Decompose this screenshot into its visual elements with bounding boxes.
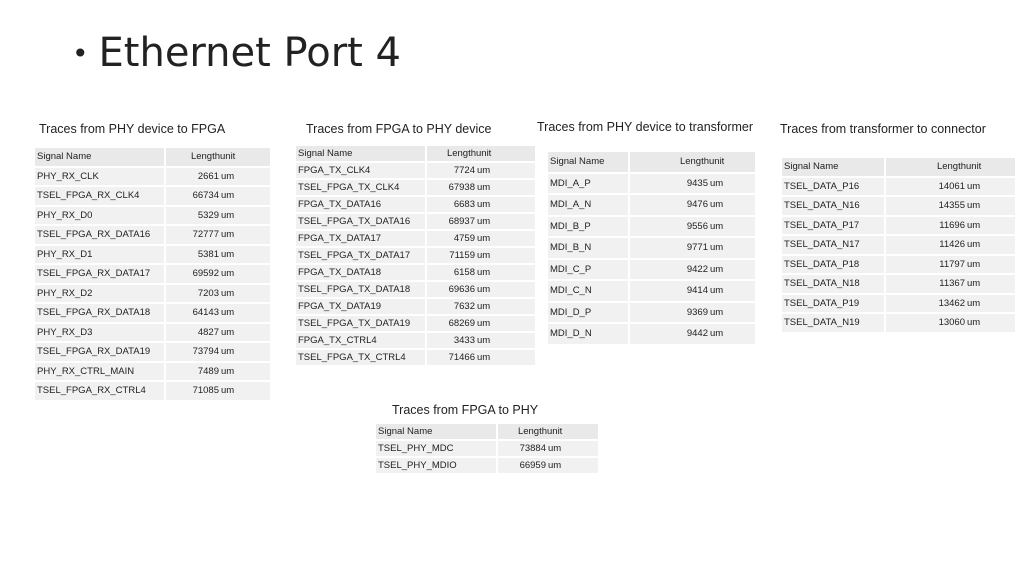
unit-cell: um bbox=[709, 174, 755, 194]
table-row bbox=[35, 207, 270, 225]
signal-name-cell: TSEL_FPGA_TX_DATA18 bbox=[296, 282, 425, 297]
column-header-signal-name: Signal Name bbox=[376, 424, 496, 439]
table-row bbox=[548, 260, 755, 280]
unit-cell: um bbox=[966, 256, 1015, 274]
table-row bbox=[35, 226, 270, 244]
table-row bbox=[35, 187, 270, 205]
unit-cell: um bbox=[220, 226, 270, 244]
signal-name-cell: MDI_A_P bbox=[548, 174, 628, 194]
unit-cell: um bbox=[476, 299, 535, 314]
unit-cell: um bbox=[220, 187, 270, 205]
length-cell: 4759 bbox=[427, 231, 476, 246]
column-header-unit: unit bbox=[709, 152, 755, 172]
trace-table-phy-to-transformer bbox=[548, 150, 755, 346]
unit-cell: um bbox=[220, 363, 270, 381]
column-header-unit: unit bbox=[547, 424, 598, 439]
unit-cell: um bbox=[547, 441, 598, 456]
table-row bbox=[296, 350, 535, 365]
table-caption-phy-to-fpga: Traces from PHY device to FPGA bbox=[39, 122, 226, 136]
table-row bbox=[296, 265, 535, 280]
signal-name-cell: PHY_RX_D1 bbox=[35, 246, 164, 264]
signal-name-cell: PHY_RX_D2 bbox=[35, 285, 164, 303]
unit-cell: um bbox=[476, 282, 535, 297]
table-caption-fpga-to-phy-mgmt: Traces from FPGA to PHY bbox=[392, 403, 539, 417]
table-row bbox=[35, 304, 270, 322]
unit-cell: um bbox=[476, 214, 535, 229]
signal-name-cell: FPGA_TX_CTRL4 bbox=[296, 333, 425, 348]
length-cell: 14355 bbox=[886, 197, 966, 215]
trace-table-fpga-to-phy-mgmt bbox=[376, 422, 598, 475]
table-row bbox=[296, 231, 535, 246]
length-cell: 5329 bbox=[166, 207, 220, 225]
length-cell: 7489 bbox=[166, 363, 220, 381]
table-caption-transformer-to-connector: Traces from transformer to connector bbox=[780, 122, 986, 136]
signal-name-cell: FPGA_TX_DATA17 bbox=[296, 231, 425, 246]
unit-cell: um bbox=[709, 324, 755, 344]
length-cell: 6158 bbox=[427, 265, 476, 280]
signal-name-cell: TSEL_DATA_N19 bbox=[782, 314, 884, 332]
signal-name-cell: MDI_D_N bbox=[548, 324, 628, 344]
unit-cell: um bbox=[220, 285, 270, 303]
signal-name-cell: TSEL_DATA_N16 bbox=[782, 197, 884, 215]
table-row bbox=[548, 217, 755, 237]
table-row bbox=[35, 168, 270, 186]
table-row bbox=[35, 285, 270, 303]
table-row bbox=[782, 178, 1015, 196]
unit-cell: um bbox=[220, 168, 270, 186]
length-cell: 11426 bbox=[886, 236, 966, 254]
table-header-row bbox=[782, 158, 1015, 176]
table-row bbox=[548, 281, 755, 301]
unit-cell: um bbox=[709, 260, 755, 280]
signal-name-cell: PHY_RX_CLK bbox=[35, 168, 164, 186]
length-cell: 11367 bbox=[886, 275, 966, 293]
unit-cell: um bbox=[709, 238, 755, 258]
unit-cell: um bbox=[547, 458, 598, 473]
length-cell: 67938 bbox=[427, 180, 476, 195]
length-cell: 71466 bbox=[427, 350, 476, 365]
table-row bbox=[548, 303, 755, 323]
length-cell: 66959 bbox=[498, 458, 547, 473]
length-cell: 9435 bbox=[630, 174, 709, 194]
unit-cell: um bbox=[220, 382, 270, 400]
length-cell: 68269 bbox=[427, 316, 476, 331]
table-header-row bbox=[548, 152, 755, 172]
signal-name-cell: PHY_RX_D0 bbox=[35, 207, 164, 225]
unit-cell: um bbox=[476, 180, 535, 195]
table-row bbox=[782, 256, 1015, 274]
column-header-signal-name: Signal Name bbox=[782, 158, 884, 176]
length-cell: 69592 bbox=[166, 265, 220, 283]
unit-cell: um bbox=[476, 231, 535, 246]
length-cell: 72777 bbox=[166, 226, 220, 244]
table-row bbox=[296, 316, 535, 331]
table-row bbox=[296, 248, 535, 263]
length-cell: 9414 bbox=[630, 281, 709, 301]
unit-cell: um bbox=[476, 197, 535, 212]
table-row bbox=[296, 299, 535, 314]
length-cell: 9556 bbox=[630, 217, 709, 237]
column-header-length: Length bbox=[498, 424, 547, 439]
length-cell: 7632 bbox=[427, 299, 476, 314]
table-row bbox=[782, 236, 1015, 254]
column-header-length: Length bbox=[886, 158, 966, 176]
table-row bbox=[376, 441, 598, 456]
length-cell: 7203 bbox=[166, 285, 220, 303]
table-row bbox=[548, 324, 755, 344]
table-row bbox=[296, 180, 535, 195]
table-row bbox=[548, 174, 755, 194]
signal-name-cell: TSEL_FPGA_TX_DATA19 bbox=[296, 316, 425, 331]
unit-cell: um bbox=[476, 248, 535, 263]
column-header-length: Length bbox=[166, 148, 220, 166]
length-cell: 13462 bbox=[886, 295, 966, 313]
signal-name-cell: FPGA_TX_CLK4 bbox=[296, 163, 425, 178]
table-row bbox=[296, 214, 535, 229]
table-caption-fpga-to-phy: Traces from FPGA to PHY device bbox=[306, 122, 492, 136]
signal-name-cell: TSEL_DATA_N18 bbox=[782, 275, 884, 293]
table-row bbox=[296, 282, 535, 297]
unit-cell: um bbox=[220, 324, 270, 342]
trace-table-transformer-to-connector bbox=[782, 156, 1015, 334]
table-row bbox=[296, 163, 535, 178]
slide-title bbox=[72, 30, 401, 76]
length-cell: 9422 bbox=[630, 260, 709, 280]
length-cell: 11696 bbox=[886, 217, 966, 235]
unit-cell: um bbox=[709, 281, 755, 301]
table-row bbox=[782, 197, 1015, 215]
signal-name-cell: TSEL_FPGA_RX_DATA16 bbox=[35, 226, 164, 244]
length-cell: 9369 bbox=[630, 303, 709, 323]
table-row bbox=[35, 265, 270, 283]
signal-name-cell: MDI_B_N bbox=[548, 238, 628, 258]
table-header-row bbox=[376, 424, 598, 439]
signal-name-cell: TSEL_FPGA_TX_CTRL4 bbox=[296, 350, 425, 365]
bullet-icon: • bbox=[72, 36, 89, 70]
signal-name-cell: MDI_D_P bbox=[548, 303, 628, 323]
length-cell: 11797 bbox=[886, 256, 966, 274]
table-row bbox=[548, 195, 755, 215]
signal-name-cell: TSEL_FPGA_TX_DATA16 bbox=[296, 214, 425, 229]
column-header-unit: unit bbox=[220, 148, 270, 166]
signal-name-cell: TSEL_DATA_P16 bbox=[782, 178, 884, 196]
signal-name-cell: TSEL_FPGA_RX_CLK4 bbox=[35, 187, 164, 205]
unit-cell: um bbox=[476, 350, 535, 365]
unit-cell: um bbox=[220, 207, 270, 225]
column-header-length: Length bbox=[427, 146, 476, 161]
length-cell: 68937 bbox=[427, 214, 476, 229]
length-cell: 73794 bbox=[166, 343, 220, 361]
unit-cell: um bbox=[476, 333, 535, 348]
unit-cell: um bbox=[476, 316, 535, 331]
table-row bbox=[35, 246, 270, 264]
column-header-unit: unit bbox=[966, 158, 1015, 176]
signal-name-cell: MDI_B_P bbox=[548, 217, 628, 237]
column-header-length: Length bbox=[630, 152, 709, 172]
length-cell: 4827 bbox=[166, 324, 220, 342]
unit-cell: um bbox=[966, 295, 1015, 313]
length-cell: 64143 bbox=[166, 304, 220, 322]
signal-name-cell: TSEL_FPGA_TX_DATA17 bbox=[296, 248, 425, 263]
signal-name-cell: PHY_RX_CTRL_MAIN bbox=[35, 363, 164, 381]
length-cell: 9476 bbox=[630, 195, 709, 215]
unit-cell: um bbox=[966, 314, 1015, 332]
column-header-signal-name: Signal Name bbox=[548, 152, 628, 172]
length-cell: 71159 bbox=[427, 248, 476, 263]
column-header-signal-name: Signal Name bbox=[35, 148, 164, 166]
unit-cell: um bbox=[966, 217, 1015, 235]
unit-cell: um bbox=[966, 275, 1015, 293]
table-row bbox=[376, 458, 598, 473]
signal-name-cell: TSEL_FPGA_TX_CLK4 bbox=[296, 180, 425, 195]
table-header-row bbox=[35, 148, 270, 166]
signal-name-cell: TSEL_DATA_P19 bbox=[782, 295, 884, 313]
table-caption-phy-to-transformer: Traces from PHY device to transformer bbox=[537, 120, 754, 134]
length-cell: 3433 bbox=[427, 333, 476, 348]
length-cell: 73884 bbox=[498, 441, 547, 456]
unit-cell: um bbox=[220, 265, 270, 283]
length-cell: 71085 bbox=[166, 382, 220, 400]
unit-cell: um bbox=[220, 246, 270, 264]
table-row bbox=[35, 343, 270, 361]
signal-name-cell: FPGA_TX_DATA19 bbox=[296, 299, 425, 314]
signal-name-cell: FPGA_TX_DATA16 bbox=[296, 197, 425, 212]
table-row bbox=[782, 314, 1015, 332]
unit-cell: um bbox=[476, 163, 535, 178]
signal-name-cell: PHY_RX_D3 bbox=[35, 324, 164, 342]
unit-cell: um bbox=[966, 178, 1015, 196]
table-row bbox=[35, 324, 270, 342]
signal-name-cell: TSEL_DATA_P18 bbox=[782, 256, 884, 274]
table-row bbox=[35, 363, 270, 381]
signal-name-cell: TSEL_DATA_P17 bbox=[782, 217, 884, 235]
signal-name-cell: TSEL_FPGA_RX_DATA18 bbox=[35, 304, 164, 322]
column-header-unit: unit bbox=[476, 146, 535, 161]
trace-table-fpga-to-phy bbox=[296, 144, 535, 367]
length-cell: 5381 bbox=[166, 246, 220, 264]
signal-name-cell: TSEL_FPGA_RX_CTRL4 bbox=[35, 382, 164, 400]
table-row bbox=[296, 333, 535, 348]
length-cell: 7724 bbox=[427, 163, 476, 178]
length-cell: 69636 bbox=[427, 282, 476, 297]
signal-name-cell: MDI_C_N bbox=[548, 281, 628, 301]
length-cell: 9771 bbox=[630, 238, 709, 258]
length-cell: 66734 bbox=[166, 187, 220, 205]
unit-cell: um bbox=[966, 236, 1015, 254]
unit-cell: um bbox=[709, 195, 755, 215]
table-header-row bbox=[296, 146, 535, 161]
length-cell: 14061 bbox=[886, 178, 966, 196]
signal-name-cell: MDI_C_P bbox=[548, 260, 628, 280]
trace-table-phy-to-fpga bbox=[35, 146, 270, 402]
page-title: Ethernet Port 4 bbox=[98, 30, 401, 76]
unit-cell: um bbox=[476, 265, 535, 280]
signal-name-cell: TSEL_PHY_MDIO bbox=[376, 458, 496, 473]
table-row bbox=[35, 382, 270, 400]
table-row bbox=[782, 295, 1015, 313]
table-row bbox=[296, 197, 535, 212]
unit-cell: um bbox=[966, 197, 1015, 215]
unit-cell: um bbox=[709, 303, 755, 323]
table-row bbox=[782, 275, 1015, 293]
column-header-signal-name: Signal Name bbox=[296, 146, 425, 161]
table-row bbox=[782, 217, 1015, 235]
unit-cell: um bbox=[709, 217, 755, 237]
length-cell: 2661 bbox=[166, 168, 220, 186]
length-cell: 13060 bbox=[886, 314, 966, 332]
length-cell: 9442 bbox=[630, 324, 709, 344]
signal-name-cell: TSEL_FPGA_RX_DATA19 bbox=[35, 343, 164, 361]
length-cell: 6683 bbox=[427, 197, 476, 212]
signal-name-cell: TSEL_PHY_MDC bbox=[376, 441, 496, 456]
signal-name-cell: TSEL_FPGA_RX_DATA17 bbox=[35, 265, 164, 283]
unit-cell: um bbox=[220, 343, 270, 361]
signal-name-cell: FPGA_TX_DATA18 bbox=[296, 265, 425, 280]
table-row bbox=[548, 238, 755, 258]
unit-cell: um bbox=[220, 304, 270, 322]
signal-name-cell: TSEL_DATA_N17 bbox=[782, 236, 884, 254]
signal-name-cell: MDI_A_N bbox=[548, 195, 628, 215]
